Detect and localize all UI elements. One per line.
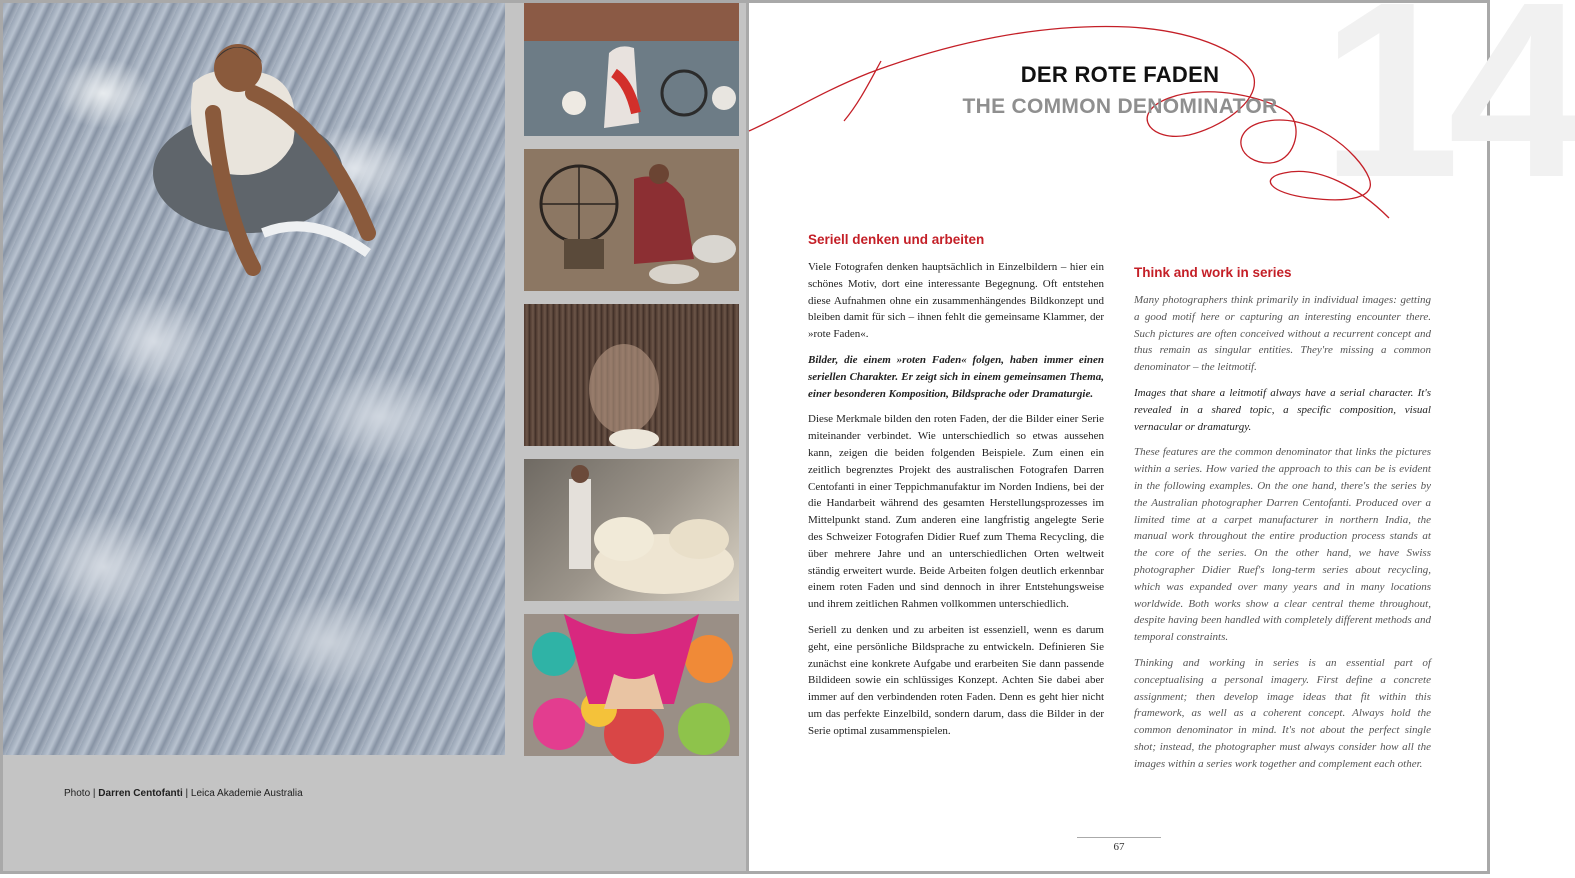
main-photo-yarn-worker	[3, 3, 505, 755]
thumbnail-art	[524, 149, 739, 291]
right-page	[746, 0, 1575, 874]
left-page	[0, 0, 746, 874]
photo-credit	[64, 788, 303, 799]
english-paragraph-1: Many photographers think primarily in individual images: getting a good motif here or capturing an interesting encounter there. Such pictures are often conceived without a recurrent concept and thus remain as singular entities. They're missing a common denominator – the leitmotif.	[1134, 294, 1431, 374]
chapter-title-german: DER ROTE FADEN	[1020, 62, 1220, 87]
german-column	[808, 232, 1104, 749]
thumbnail-art	[524, 459, 739, 601]
english-paragraph-4: Thinking and working in series is an essential part of conceptualising a personal imagery. First define a concrete assignment; then develop image ideas that fit within this framework, as well as a coherent concept. Always hold the common denominator in mind. It's not about the perfect single shot; instead, the photographer must always consider how all the images within a series work together and complement each other.	[1134, 656, 1431, 770]
thumbnail-spinning-woman-outdoor	[524, 3, 739, 136]
thumbnail-spinning-wheel	[524, 149, 739, 291]
thumbnail-colorful-mats	[524, 614, 739, 756]
german-paragraph-1: Viele Fotografen denken hauptsächlich in Einzelbildern – hier ein schönes Motiv, dort eine interessante Begegnung. Oft entstehen diese Aufnahmen ohne ein zusammenhängendes Bildkonzept und bleiben damit für sich – ihnen fehlt die gemeinsame Klammer, der »rote Faden«.	[808, 261, 1104, 341]
english-column	[1134, 265, 1431, 782]
credit-suffix: | Leica Akademie Australia	[182, 788, 303, 799]
credit-prefix: Photo |	[64, 788, 99, 799]
english-subheading: Think and work in series	[1134, 265, 1292, 280]
page-number-rule	[1077, 837, 1161, 838]
thumbnail-art	[524, 3, 739, 136]
chapter-title-english: THE COMMON DENOMINATOR	[962, 95, 1278, 118]
german-subheading: Seriell denken und arbeiten	[808, 232, 985, 247]
credit-photographer-name: Darren Centofanti	[98, 788, 183, 799]
thumbnail-wool-pile	[524, 459, 739, 601]
worker-figure	[153, 33, 383, 273]
chapter-number: 14	[1321, 0, 1575, 229]
english-paragraph-2-emphasis: Images that share a leitmotif always have a serial character. It's revealed in a shared topic, a specific composition, visual vernacular or dramaturgy.	[1134, 386, 1431, 433]
thumbnail-loom-threads	[524, 304, 739, 446]
thumbnail-art	[524, 614, 739, 756]
english-paragraph-3: These features are the common denominator that links the pictures within a series. How varied the approach to this can be is evident in the following examples. On the one hand, there's the series by the Australian photographer Darren Centofanti. Produced over a limited time at a carpet manufacturer in northern India, the manual work throughout the entire production process stands at the core of the series. On the other hand, we have Swiss photographer Didier Ruef's long-term series about recycling, which was expanded over many years and in many locations worldwide. Both works show a clear central theme throughout, despite having been handled with completely different methods and temporal constraints.	[1134, 446, 1431, 644]
german-paragraph-3: Diese Merkmale bilden den roten Faden, der die Bilder einer Serie miteinander verbindet. Wie unterschiedlich so etwas aussehen kann, zeigen die beiden folgenden Beispiele. Zum einen ein zeitlich begrenztes Projekt des australischen Fotografen Darren Centofanti in einer Teppichmanufaktur im Norden Indiens, bei der die Handarbeit während des gesamten Herstellungsprozesses im Mittelpunkt stand. Zum anderen eine langfristig angelegte Serie des Schweizer Fotografen Didier Ruef zum Thema Recycling, die über mehrere Jahre und an unterschiedlichen Orten weltweit ständig erweitert wurde. Beide Arbeiten folgen deutlich erkennbar einem roten Faden und sind dennoch in ihrer Entstehungsweise und ihrem zeitlichen Rahmen vollkommen unterschiedlich.	[808, 413, 1104, 611]
german-paragraph-4: Seriell zu denken und zu arbeiten ist essenziell, wenn es darum geht, eine persönliche Bildsprache zu entwickeln. Definieren Sie zunächst eine konkrete Aufgabe und erarbeiten Sie dann passende Bildideen sowie ein schlüssiges Konzept. Achten Sie dabei aber immer auf den verbindenden roten Faden. Denn es geht hier nicht um das perfekte Einzelbild, sondern darum, dass die Bilder in der Serie optimal zusammenspielen.	[808, 623, 1104, 737]
thumbnail-art	[524, 304, 739, 446]
page-number: 67	[1113, 841, 1125, 853]
german-paragraph-2-emphasis: Bilder, die einem »roten Faden« folgen, haben immer einen seriellen Charakter. Er zeigt sich in einem gemeinsamen Thema, einer besonderen Komposition, Bildsprache oder Dramaturgie.	[808, 353, 1104, 400]
